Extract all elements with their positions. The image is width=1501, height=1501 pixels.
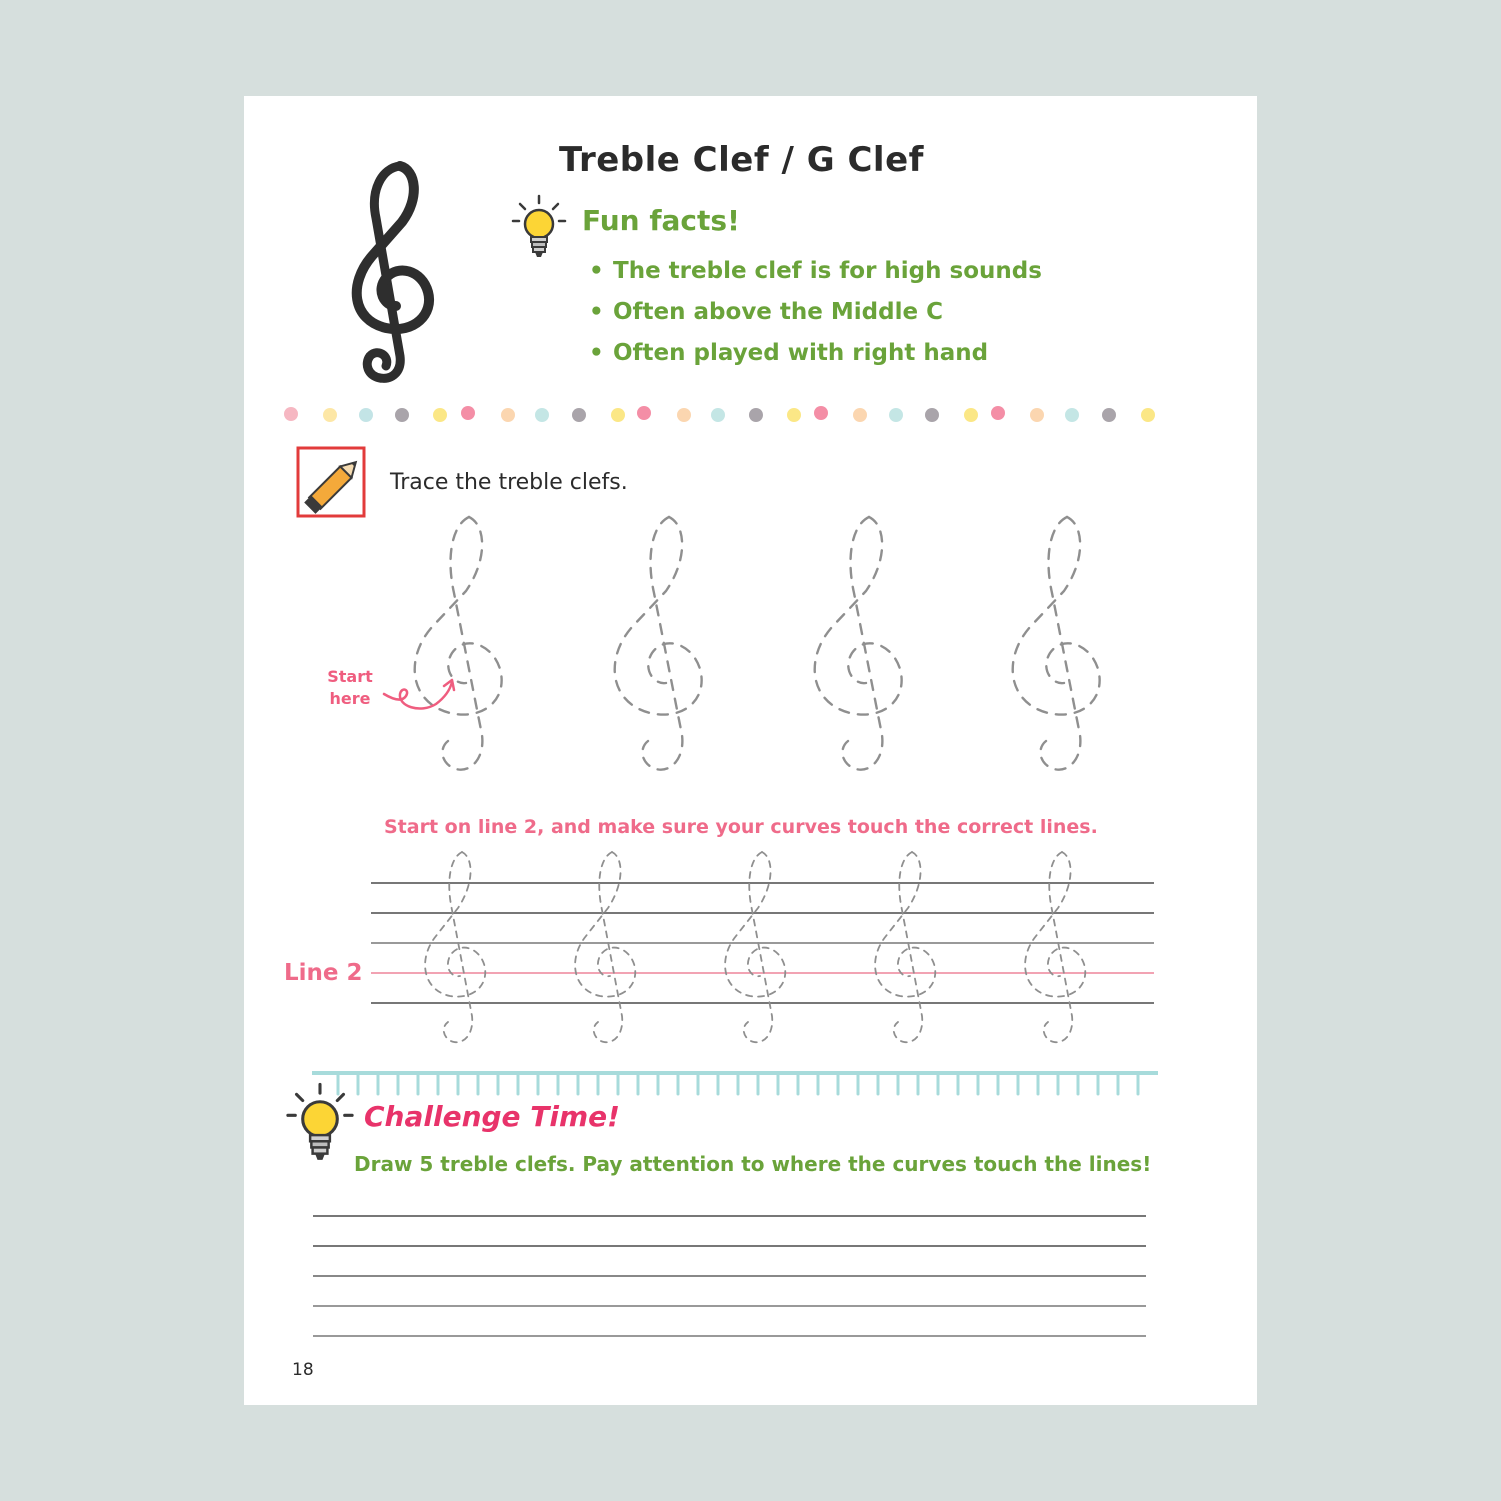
page-title: Treble Clef / G Clef	[559, 140, 924, 180]
dashed-treble-clef	[875, 852, 935, 1042]
dashed-treble-clef	[615, 517, 702, 770]
dashed-treble-clef	[1025, 852, 1085, 1042]
dashed-treble-clef	[725, 852, 785, 1042]
line-2-label: Line 2	[284, 960, 363, 986]
page-number: 18	[292, 1360, 314, 1380]
staff-exercise	[370, 848, 1156, 1054]
drawing-staff[interactable]	[312, 1208, 1148, 1342]
fun-fact-item: • Often played with right hand	[589, 340, 989, 366]
light-bulb-icon	[510, 194, 568, 262]
dashed-treble-clef	[575, 852, 635, 1042]
staff-instruction: Start on line 2, and make sure your curves touch the correct lines.	[384, 816, 1098, 838]
worksheet-page	[244, 96, 1257, 1405]
dashed-treble-clef	[415, 517, 502, 770]
tracing-clefs	[394, 511, 1134, 781]
trace-instruction: Trace the treble clefs.	[390, 470, 628, 495]
fun-fact-item: • Often above the Middle C	[589, 299, 943, 325]
light-bulb-icon	[284, 1082, 356, 1166]
challenge-instruction: Draw 5 treble clefs. Pay attention to where the curves touch the lines!	[354, 1152, 1152, 1176]
start-arrow-icon	[380, 678, 460, 723]
challenge-title: Challenge Time!	[364, 1100, 620, 1133]
dashed-treble-clef	[815, 517, 902, 770]
fun-fact-item: • The treble clef is for high sounds	[589, 258, 1042, 284]
fun-facts-heading: Fun facts!	[582, 204, 740, 237]
treble-clef-icon	[342, 160, 442, 385]
dotted-divider	[274, 400, 1174, 430]
pencil-icon	[296, 440, 376, 520]
start-here-label: Start here	[327, 667, 373, 708]
dashed-treble-clef	[1013, 517, 1100, 770]
dashed-treble-clef	[425, 852, 485, 1042]
